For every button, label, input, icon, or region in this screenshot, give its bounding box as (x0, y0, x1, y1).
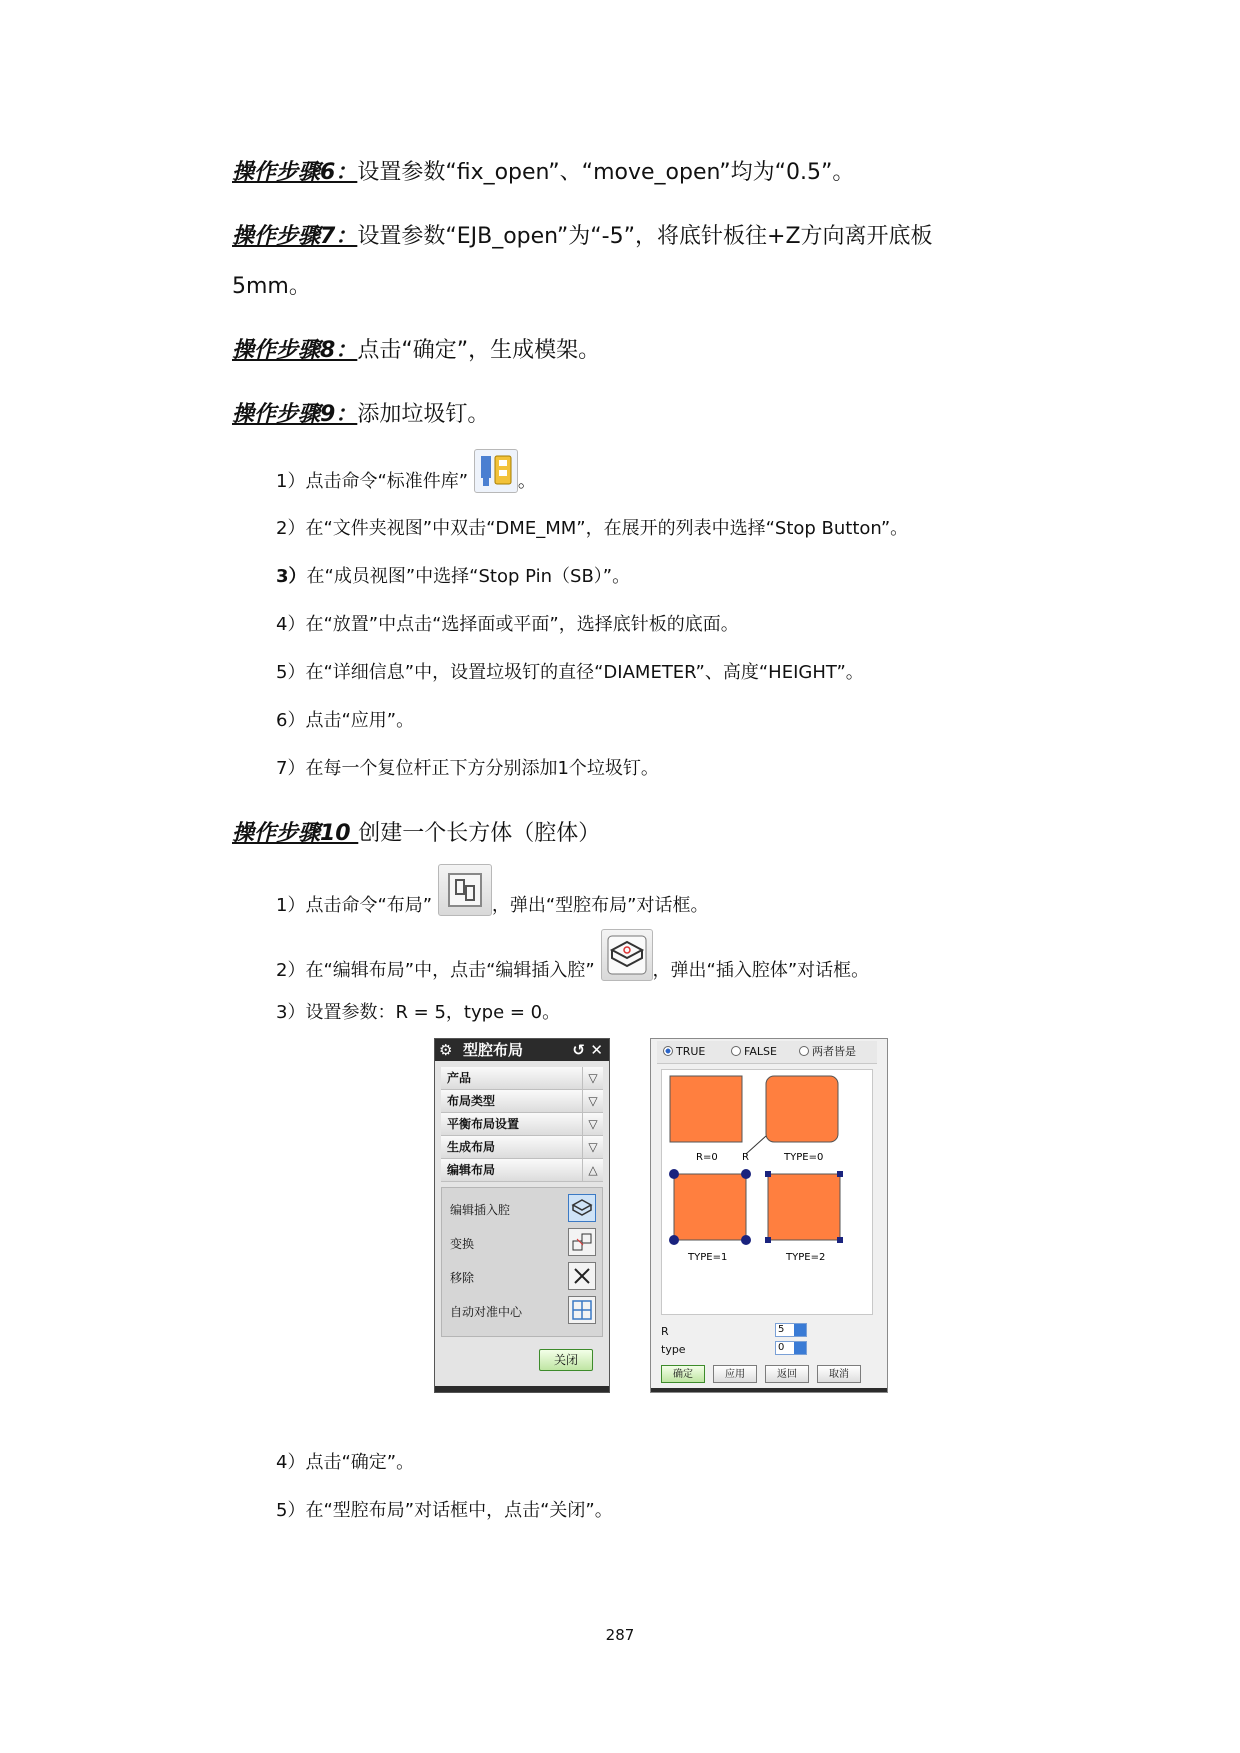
radio-group (657, 1041, 877, 1064)
back-button[interactable]: 返回 (765, 1365, 809, 1383)
shape-r0 (670, 1076, 742, 1142)
step-9-item-3: 3）在“成员视图”中选择“Stop Pin（SB）”。 (276, 566, 631, 587)
label-r0: R=0 (696, 1152, 718, 1163)
corner-mark (765, 1237, 771, 1243)
step-10-text: 创建一个长方体（腔体） (358, 821, 601, 846)
corner-dot (741, 1169, 751, 1179)
auto-center-icon[interactable] (568, 1296, 596, 1324)
step-9-text: 添加垃圾钉。 (357, 402, 490, 427)
label-type2: TYPE=2 (786, 1252, 826, 1263)
chevron-down-icon: ▽ (582, 1136, 603, 1158)
step-6 (232, 158, 854, 188)
action-auto-center: 自动对准中心 (448, 1296, 598, 1328)
corner-dot (741, 1235, 751, 1245)
edit-insert-cavity-icon[interactable] (601, 929, 653, 981)
r-leader-line (746, 1136, 766, 1154)
step-9-item-1: 1）点击命令“标准件库” 。 (276, 469, 536, 495)
dialog-title: 型腔布局 (463, 1041, 524, 1059)
group-generate-layout[interactable]: 生成布局 ▽ (441, 1136, 603, 1159)
field-r-label: R (661, 1325, 669, 1338)
corner-dot (669, 1169, 679, 1179)
group-product[interactable]: 产品 ▽ (441, 1067, 603, 1090)
cavity-type-preview (661, 1069, 873, 1315)
step-7 (232, 222, 933, 252)
step-9 (232, 400, 489, 430)
radio-both[interactable]: 两者皆是 (799, 1041, 856, 1063)
dialog-titlebar (435, 1039, 609, 1061)
step-8-text: 点击“确定”，生成模架。 (357, 338, 601, 363)
chevron-down-icon: ▽ (582, 1067, 603, 1089)
step-10-item-3: 3）设置参数：R = 5，type = 0。 (276, 1002, 561, 1023)
cavity-layout-dialog (434, 1038, 610, 1393)
edit-layout-panel (441, 1187, 603, 1337)
apply-button[interactable]: 应用 (713, 1365, 757, 1383)
step-10-item-1: 1）点击命令“布局” ，弹出“型腔布局”对话框。 (276, 893, 709, 919)
radio-false[interactable]: FALSE (731, 1041, 777, 1063)
action-edit-insert: 编辑插入腔 (448, 1194, 598, 1226)
transform-icon[interactable] (568, 1228, 596, 1256)
remove-icon[interactable] (568, 1262, 596, 1290)
step-10-item-5: 5）在“型腔布局”对话框中，点击“关闭”。 (276, 1500, 613, 1521)
group-edit-layout[interactable]: 编辑布局 △ (441, 1159, 603, 1182)
corner-mark (765, 1171, 771, 1177)
layout-icon[interactable] (438, 864, 492, 916)
step-6-text: 设置参数“fix_open”、“move_open”均为“0.5”。 (357, 160, 855, 185)
close-icon[interactable]: ✕ (590, 1041, 603, 1059)
dropdown-arrow-icon[interactable] (794, 1324, 806, 1336)
step-10-item-4: 4）点击“确定”。 (276, 1452, 415, 1473)
step-7-text: 设置参数“EJB_open”为“-5”，将底针板往+Z方向离开底板 (357, 224, 933, 249)
r-input[interactable]: 5 (775, 1323, 807, 1337)
step-7-label: 操作步骤7： (232, 224, 358, 249)
field-type-label: type (661, 1343, 686, 1356)
step-9-item-2: 2）在“文件夹视图”中双击“DME_MM”，在展开的列表中选择“Stop Button”。 (276, 518, 909, 539)
reset-icon[interactable]: ↺ (572, 1041, 585, 1059)
step-8-label: 操作步骤8： (232, 338, 358, 363)
standard-parts-library-icon[interactable] (474, 449, 518, 493)
cancel-button[interactable]: 取消 (817, 1365, 861, 1383)
gear-icon[interactable]: ⚙ (439, 1041, 453, 1059)
step-7-continuation: 5mm。 (232, 274, 311, 299)
step-9-item-5: 5）在“详细信息”中，设置垃圾钉的直径“DIAMETER”、高度“HEIGHT”。 (276, 662, 864, 683)
ok-button[interactable]: 确定 (661, 1365, 705, 1383)
dropdown-arrow-icon[interactable] (794, 1342, 806, 1354)
label-type0: TYPE=0 (784, 1152, 824, 1163)
chevron-down-icon: ▽ (582, 1113, 603, 1135)
label-r: R (742, 1152, 749, 1163)
edit-insert-cavity-icon[interactable] (568, 1194, 596, 1222)
corner-mark (837, 1237, 843, 1243)
radio-true[interactable]: TRUE (663, 1041, 705, 1063)
chevron-up-icon: △ (582, 1159, 603, 1181)
insert-cavity-dialog (650, 1038, 888, 1393)
step-10 (232, 819, 600, 849)
step-9-item-7: 7）在每一个复位杆正下方分别添加1个垃圾钉。 (276, 758, 659, 779)
shape-type0 (766, 1076, 838, 1142)
page-number: 287 (605, 1626, 635, 1644)
corner-mark (837, 1171, 843, 1177)
shape-type1 (674, 1174, 746, 1240)
step-6-label: 操作步骤6： (232, 160, 358, 185)
step-8 (232, 336, 600, 366)
dialog-buttons (661, 1365, 881, 1385)
corner-dot (669, 1235, 679, 1245)
label-type1: TYPE=1 (688, 1252, 728, 1263)
type-input[interactable]: 0 (775, 1341, 807, 1355)
step-9-label: 操作步骤9： (232, 402, 358, 427)
close-button[interactable]: 关闭 (539, 1349, 593, 1371)
step-10-label: 操作步骤10 (232, 821, 359, 846)
group-balance-settings[interactable]: 平衡布局设置 ▽ (441, 1113, 603, 1136)
step-9-item-6: 6）点击“应用”。 (276, 710, 415, 731)
action-transform: 变换 (448, 1228, 598, 1260)
action-remove: 移除 (448, 1262, 598, 1294)
step-9-item-4: 4）在“放置”中点击“选择面或平面”，选择底针板的底面。 (276, 614, 739, 635)
chevron-down-icon: ▽ (582, 1090, 603, 1112)
shape-type2 (768, 1174, 840, 1240)
step-10-item-2: 2）在“编辑布局”中，点击“编辑插入腔” ，弹出“插入腔体”对话框。 (276, 958, 869, 984)
group-layout-type[interactable]: 布局类型 ▽ (441, 1090, 603, 1113)
